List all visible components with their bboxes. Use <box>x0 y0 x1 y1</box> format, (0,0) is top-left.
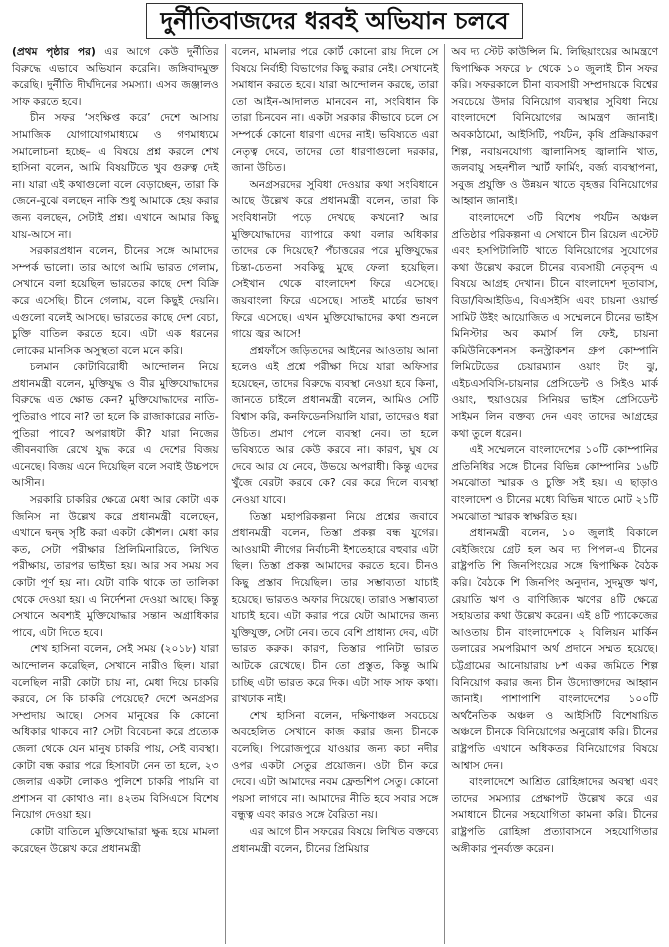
column-3 <box>444 44 664 944</box>
paragraph: অনগ্রসরদের সুবিধা দেওয়ার কথা সংবিধানে আছে উল্লেখ করে প্রধানমন্ত্রী বলেন, তারা কি সংবিধানটা পড়ে দেখছে কখনো? আর মুক্তিযোদ্ধাদের ব্যাপারে কথা বলার অধিকার তাদের কে দিয়েছে? পঁচাত্তরের পরে মুক্তিযুদ্ধের চিন্তা-চেতনা সবকিছু মুছে ফেলা হয়েছিল। সেইখান থেকে বাংলাদেশ ফিরে এসেছে। জয়বাংলা ফিরে এসেছে। সাতই মার্চের ভাষণ ফিরে এসেছে। এখন মুক্তিযোদ্ধাদের কথা শুনলে গায়ে জ্বর আসে! <box>231 178 439 341</box>
paragraph: বাংলাদেশে ৩টি বিশেষ পর্যটন অঞ্চল প্রতিষ্ঠার পরিকল্পনা এ সেখানে চীন রিয়েল এস্টেট এবং হসপিটালিটি খাতে বিনিয়োগের সুযোগের কথা উল্লেখ করলে চীনের ব্যবসায়ী নেতৃবৃন্দ এ বিষয়ে আগ্রহ দেখান। চীনে বাংলাদেশ দূতাবাস, বিডা/বিআইডিএ, বিএসইসি এবং চায়না ওয়ার্ল্ড সামিট উইং আয়োজিত এ সম্মেলনে চীনের ভাইস মিনিস্টার অব কমার্স লি ফেই, চায়না কমিউনিকেশনস কনস্ট্রাকশন গ্রুপ কোম্পানি লিমিটেডের চেয়ারম্যান ওয়াং টং ঝু, এইচএসবিসি-চায়নার প্রেসিডেন্ট ও সিইও মার্ক ওয়াং, হুয়াওয়ের সিনিয়র ভাইস প্রেসিডেন্ট সাইমন লিন বক্তব্য দেন এবং তাদের আগ্রহের কথা তুলে ধরেন। <box>451 211 659 440</box>
paragraph: কোটা বাতিলে মুক্তিযোদ্ধারা ক্ষুব্ধ হয়ে মামলা করেছেন উল্লেখ করে প্রধানমন্ত্রী <box>12 825 219 855</box>
headline-area <box>0 0 669 42</box>
paragraph: শেখ হাসিনা বলেন, সেই সময় (২০১৮) যারা আন্দোলন করেছিল, সেখানে নারীও ছিল। যারা বলেছিল নারী কোটা চায় না, মেধা দিয়ে চাকরি করবে, সে কি চাকরি পেয়েছে? দেশে অনগ্রসর সম্প্রদায় আছে। সেসব মানুষের কি কোনো অধিকার থাকবে না? সেটা বিবেচনা করে প্রত্যেক জেলা থেকে যেন মানুষ চাকরি পায়, সেই ব্যবস্থা। কোটা বন্ধ করার পরে হিসাবটা নেন তা হলে, ২৩ জেলার একটা লোকও পুলিশে চাকরি পায়নি বা প্রশাসন বা কোথাও না। ৪২তম বিসিএসে বিশেষ নিয়োগ দেওয়া হয়। <box>12 643 219 822</box>
paragraph: শেখ হাসিনা বলেন, দক্ষিণাঞ্চল সবচেয়ে অবহেলিত সেখানে কাজ করার জন্য চীনকে বলেছি। পিরোজপুরে যাওয়ার জন্য কচা নদীর ওপর একটা সেতুর প্রয়োজন। ওটা চীন করে দেবে। এটা আমাদের নবম ফ্রেন্ডশিপ সেতু। কোনো পয়সা লাগবে না। আমাদের নীতি হবে সবার সঙ্গে বন্ধুত্ব এবং কারও সঙ্গে বৈরিতা নয়। <box>231 709 439 822</box>
paragraph: সরকারি চাকরির ক্ষেত্রে মেধা আর কোটা এক জিনিস না উল্লেখ করে প্রধানমন্ত্রী বলেছেন, এখানে দ্বন্দ্ব সৃষ্টি করা একটা কৌশল। মেধা কার কত, সেটা পরীক্ষার প্রিলিমিনারিতে, লিখিত পরীক্ষায়, তারপর ভাইভা হয়। আর সব সময় সব কোটা পূর্ণ হয় না। যেটা বাকি থাকে তা তালিকা থেকে দেওয়া হয়। এ নির্দেশনা দেওয়া আছে। কিন্তু সেখানে অবশ্যই মুক্তিযোদ্ধার সন্তান অগ্রাধিকার পাবে, এটা দিতে হবে। <box>12 494 219 639</box>
paragraph: এর আগে চীন সফরের বিষয়ে লিখিত বক্তব্যে প্রধানমন্ত্রী বলেন, চীনের প্রিমিয়ার <box>231 825 439 855</box>
paragraph: চীন সফর ‘সংক্ষিপ্ত করে’ দেশে আসায় সামাজিক যোগাযোগমাধ্যমে ও গণমাধ্যমে সমালোচনা হচ্ছে– এ বিষয়ে প্রশ্ন করলে শেখ হাসিনা বলেন, আমি বিষয়টিতে খুব গুরুত্ব দেই না। যারা এই কথাগুলো বলে বেড়াচ্ছেন, তারা কি জেনে-বুঝে বলছেন নাকি শুধু আমাকে হেয় করার জন্য বলছেন, সেটাই প্রশ্ন। এখানে আমার কিছু যায়-আসে না। <box>12 112 219 241</box>
paragraph: তিস্তা মহাপরিকল্পনা নিয়ে প্রশ্নের জবাবে প্রধানমন্ত্রী বলেন, তিস্তা প্রকল্প বন্ধ যুগের। আওয়ামী লীগের নির্বাচনী ইশতেহারে বহুবার এটা ছিল। তিস্তা প্রকল্প আমাদের করতে হবে। চীনও কিছু প্রস্তাব দিয়েছিল। তার সম্ভাব্যতা যাচাই হয়েছে। ভারতও অফার দিয়েছে। তারাও সম্ভাব্যতা যাচাই হবে। এটা করার পরে যেটা আমাদের জন্য যুক্তিযুক্ত, সেটা নেব। তবে বেশি প্রাধান্য দেব, এটা ভারত করুক। কারণ, তিস্তার পানিটা ভারত আটকে রেখেছে। চীন তো প্রস্তুত, কিন্তু আমি চাচ্ছি এটা ভারত করে দিক। এটা সাফ সাফ কথা। রাখঢাক নাই। <box>231 510 439 706</box>
column-2 <box>225 44 445 944</box>
paragraph: এই সম্মেলনে বাংলাদেশের ১০টি কোম্পানির প্রতিনিধির সঙ্গে চীনের বিভিন্ন কোম্পানির ১৬টি সমঝোতা স্মারক ও চুক্তি সই হয়। এ ছাড়াও বাংলাদেশ ও চীনের মধ্যে বিভিন্ন খাতে মোট ২১টি সমঝোতা স্মারক স্বাক্ষরিত হয়। <box>451 444 659 523</box>
paragraph: প্রশ্নফাঁসে জড়িতদের আইনের আওতায় আনা হলেও এই প্রশ্নে পরীক্ষা দিয়ে যারা অফিসার হয়েছেন, তাদের বিরুদ্ধে ব্যবস্থা নেওয়া হবে কিনা, জানতে চাইলে প্রধানমন্ত্রী বলেন, আমিও সেটি বিশ্বাস করি, কনফিডেনসিয়ালি যারা, তাদেরও ধরা উচিত। প্রমাণ পেলে ব্যবস্থা নেব। তা হলে ভবিষ্যতে আর কেউ করবে না। কারণ, ঘুষ যে দেবে আর যে নেবে, উভয়ে অপরাধী। কিন্তু এদের খুঁজে বেরটা করবে কে? বের করে দিলে ব্যবস্থা নেওয়া যাবে। <box>231 344 439 507</box>
headline: দুর্নীতিবাজদের ধরবই অভিযান চলবে <box>146 3 524 39</box>
paragraph: অব দ্য স্টেট কাউন্সিল মি. লিছিয়াংয়ের আমন্ত্রণে দ্বিপাক্ষিক সফরে ৮ থেকে ১০ জুলাই চীন সফর করি। সফরকালে চীনা ব্যবসায়ী সম্প্রদায়কে বিশ্বের সবচেয়ে উদার বিনিয়োগ ব্যবস্থার সুবিধা নিয়ে বাংলাদেশে বিনিয়োগের আমন্ত্রণ জানাই। অবকাঠামো, আইসিটি, পর্যটন, কৃষি প্রক্রিয়াকরণ শিল্প, নবায়নযোগ্য জ্বালানিসহ জ্বালানি খাত, জলবায়ু সহনশীল স্মার্ট ফার্মিং, বর্জ্য ব্যবস্থাপনা, সবুজ প্রযুক্তি ও উন্নয়ন খাতে বৃহত্তর বিনিয়োগের আহ্বান জানাই। <box>451 46 659 208</box>
column-1 <box>6 44 225 944</box>
continuation-prefix: (প্রথম পৃষ্ঠার পর) <box>12 46 96 58</box>
paragraph: প্রধানমন্ত্রী বলেন, ১০ জুলাই বিকালে বেইজিংয়ে গ্রেট হল অব দ্য পিপল-এ চীনের রাষ্ট্রপতি শি জিনপিংয়ের সঙ্গে দ্বিপাক্ষিক বৈঠক করি। বৈঠকে শি জিনপিং অনুদান, সুদমুক্ত ঋণ, রেয়াতি ঋণ ও বাণিজ্যিক ঋণের ৪টি ক্ষেত্রে সহায়তার কথা উল্লেখ করেন। এই ৪টি প্যাকেজের আওতায় চীন বাংলাদেশকে ২ বিলিয়ন মার্কিন ডলারের সমপরিমাণ অর্থ প্রদানে সম্মত হয়েছে। চট্টগ্রামের আনোয়ারায় ৮শ একর জমিতে শিল্প বিনিয়োগ করার জন্য চীন উদ্যোক্তাদের আহ্বান জানাই। পাশাপাশি বাংলাদেশের ১০০টি অর্থনৈতিক অঞ্চল ও আইসিটি বিশেষায়িত অঞ্চলে চীনকে বিনিয়োগের অনুরোধ করি। চীনের রাষ্ট্রপতি এখানে অধিকতর বিনিয়োগের বিষয়ে আশ্বাস দেন। <box>451 527 659 772</box>
paragraph: চলমান কোটাবিরোধী আন্দোলন নিয়ে প্রধানমন্ত্রী বলেন, মুক্তিযুদ্ধ ও বীর মুক্তিযোদ্ধাদের বিরুদ্ধে এত ক্ষোভ কেন? মুক্তিযোদ্ধাদের নাতি-পুতিরাও পাবে না? তা হলে কি রাজাকারের নাতি-পুতিরা পাবে? অপরাধটা কী? যারা নিজের জীবনবাজি রেখে যুদ্ধ করে এ দেশের বিজয় এনেছে। বিজয় এনে দিয়েছিল বলে সবাই উচ্চপদে আসীন। <box>12 361 219 490</box>
paragraph: বলেন, মামলার পরে কোর্ট কোনো রায় দিলে সে বিষয়ে নির্বাহী বিভাগের কিছু করার নেই। সেখানেই সমাধান করতে হবে। যারা আন্দোলন করছে, তারা তো আইন-আদালত মানবেন না, সংবিধান কি তারা চিনবেন না। একটা সরকার কীভাবে চলে সে সম্পর্কে কোনো ধারণা এদের নাই। ভবিষ্যতে এরা নেতৃত্ব দেবে, তাদের তো ধারণাগুলো দরকার, জানা উচিত। <box>231 46 439 175</box>
paragraph: সরকারপ্রধান বলেন, চীনের সঙ্গে আমাদের সম্পর্ক ভালো। তার আগে আমি ভারত গেলাম, সেখানে বলা হয়েছিল ভারতের কাছে দেশ বিক্রি করে এসেছি। চীনে গেলাম, বলে কিছুই দেয়নি। এগুলো বলেই আসছে। ভারতের কাছে দেশ বেচা, চুক্তি বাতিল করতে হবে। এটা এক ধরনের লোকের মানসিক অসুস্থতা বলে মনে করি। <box>12 245 219 357</box>
paragraph: (প্রথম পৃষ্ঠার পর) এর আগে কেউ দুর্নীতির বিরুদ্ধে এভাবে অভিযান করেনি। জঙ্গিবাদমুক্ত করেছি। দুর্নীতি দীর্ঘদিনের সমস্যা। এসব জঞ্জালও সাফ করতে হবে। <box>12 46 219 108</box>
paragraph: বাংলাদেশে আশ্রিত রোহিঙ্গাদের অবস্থা এবং তাদের সমস্যার প্রেক্ষাপট উল্লেখ করে এর সমাধানে চীনের সহযোগিতা কামনা করি। চীনের রাষ্ট্রপতি রোহিঙ্গা প্রত্যাবাসনে সহযোগিতার অঙ্গীকার পুনর্ব্যক্ত করেন। <box>451 776 659 855</box>
article-body <box>6 44 664 944</box>
